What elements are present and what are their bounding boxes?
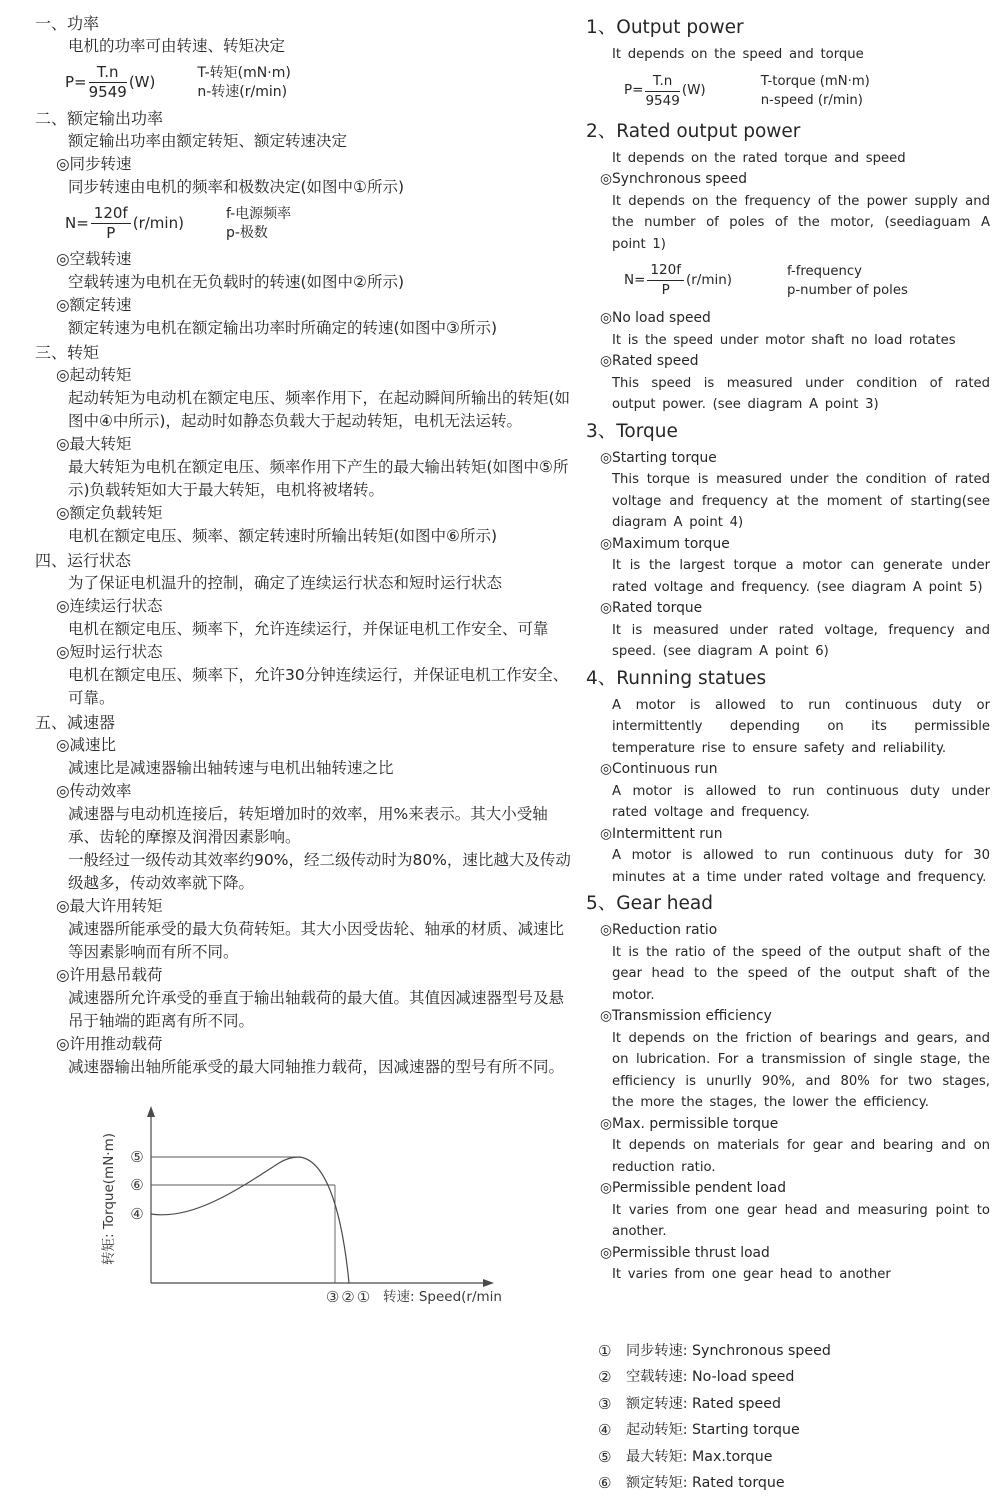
section-gear-head-zh: [35, 711, 577, 1079]
section-title: 四、运行状态: [35, 551, 132, 570]
legend-label: 额定转矩: Rated torque: [626, 1475, 785, 1491]
paragraph: It is the largest torque a motor can generate under rated voltage and frequency. (see diagram A point 5): [612, 558, 990, 595]
section-title: 三、转矩: [35, 343, 100, 362]
formula-unit: (r/min): [685, 271, 733, 288]
paragraph: 最大转矩为电机在额定电压、频率作用下产生的最大输出转矩(如图中⑤所示)负载转矩如大于最大转矩，电机将被堵转。: [68, 458, 569, 499]
paragraph: A motor is allowed to run continuous duty or intermittently depending on its permissible temperature rise to ensure safety and reliability.: [612, 697, 990, 756]
formula-denominator: 9549: [645, 92, 680, 109]
subheading: ◎Continuous run: [600, 761, 718, 777]
paragraph: 减速器所允许承受的垂直于输出轴载荷的最大值。其值因减速器型号及悬吊于轴端的距离有所不同。: [68, 989, 565, 1030]
legend-number: ②: [598, 1368, 612, 1386]
formula-note: p-number of poles: [787, 282, 908, 298]
formula-fraction: [647, 261, 684, 300]
paragraph: 电机在额定电压、频率下，允许连续运行，并保证电机工作安全、可靠: [68, 620, 549, 638]
paragraph: It is measured under rated voltage, frequency and speed. (see diagram A point 6): [612, 622, 990, 659]
subheading: ◎减速比: [56, 736, 117, 754]
y-marker-rated-torque: ⑥: [130, 1176, 144, 1194]
paragraph: A motor is allowed to run continuous duty for 30 minutes at a time under rated voltage and frequency.: [612, 848, 990, 885]
section-title: 5、Gear head: [586, 893, 713, 914]
section-title: 4、Running statues: [586, 667, 767, 689]
formula-lhs: N=: [624, 271, 646, 288]
subheading: ◎Maximum torque: [600, 535, 730, 552]
paragraph: 额定转速为电机在额定输出功率时所确定的转速(如图中③所示): [68, 319, 497, 337]
legend-number: ③: [598, 1394, 612, 1413]
section-running-statues-en: [586, 666, 990, 889]
subheading: ◎Permissible pendent load: [600, 1180, 786, 1196]
legend-label: 同步转速: Synchronous speed: [626, 1342, 831, 1359]
legend-item: [598, 1444, 990, 1471]
section-rated-output-power-zh: [35, 107, 577, 340]
formula-expression: [65, 63, 155, 102]
formula-unit: (r/min): [132, 214, 184, 232]
y-axis-label: 转矩: Torque(mN·m): [101, 1132, 117, 1266]
paragraph: 同步转速由电机的频率和极数决定(如图中①所示): [68, 178, 404, 196]
formula-sync-speed-en: [624, 261, 990, 300]
section-power-zh: [35, 12, 577, 102]
formula-lhs: P=: [65, 73, 87, 91]
paragraph: 减速器输出轴所能承受的最大同轴推力载荷，因减速器的型号有所不同。: [68, 1058, 565, 1076]
formula-sync-speed-zh: [65, 204, 577, 243]
paragraph: It depends on the rated torque and speed: [612, 150, 906, 166]
formula-expression: [65, 204, 184, 243]
subheading: ◎Synchronous speed: [600, 171, 748, 187]
subheading: ◎传动效率: [56, 782, 132, 800]
section-torque-zh: [35, 341, 577, 548]
paragraph: 一般经过一级传动其效率约90%，经二级传动时为80%，速比越大及传动级越多，传动效率就下降。: [68, 851, 571, 892]
legend-item: [598, 1391, 990, 1418]
paragraph: It varies from one gear head to another: [612, 1267, 891, 1282]
formula-output-power-zh: [65, 63, 577, 102]
section-torque-en: [586, 419, 990, 663]
english-column: [586, 12, 990, 1497]
formula-notes: [787, 262, 908, 300]
legend-label: 最大转矩: Max.torque: [626, 1448, 773, 1465]
section-running-states-zh: [35, 549, 577, 710]
formula-note: T-转矩(mN·m): [197, 64, 291, 81]
formula-unit: (W): [681, 82, 706, 99]
subheading: ◎空载转速: [56, 250, 132, 268]
paragraph: It is the ratio of the speed of the output shaft of the gear head to the speed of the output shaft of the motor.: [612, 944, 990, 1003]
formula-output-power-en: [624, 72, 990, 111]
section-title: 五、减速器: [35, 713, 116, 732]
x-axis-markers: ③②①: [325, 1288, 373, 1306]
legend-item: [598, 1470, 990, 1497]
paragraph: 减速器与电动机连接后，转矩增加时的效率，用%来表示。其大小受轴承、齿轮的摩擦及润滑因素影响。: [68, 805, 548, 846]
paragraph: It depends on the friction of bearings and gears, and on lubrication. For a transmission of single stage, the efficiency is unurlly 90%, and 80% for two stages, the more the stages, the lower the efficiency.: [612, 1030, 990, 1110]
subheading: ◎许用推动载荷: [56, 1035, 163, 1053]
formula-denominator: P: [106, 224, 116, 242]
paragraph: 空载转速为电机在无负载时的转速(如图中②所示): [68, 273, 404, 291]
legend-label: 起动转矩: Starting torque: [626, 1422, 800, 1438]
legend-number: ⑤: [598, 1447, 612, 1466]
paragraph: 电机在额定电压、频率下，允许30分钟连续运行，并保证电机工作安全、可靠。: [68, 666, 569, 707]
paragraph: It is the speed under motor shaft no load rotates: [612, 332, 956, 348]
formula-note: n-speed (r/min): [760, 93, 863, 108]
legend-label: 额定转速: Rated speed: [626, 1395, 781, 1412]
formula-note: f-电源频率: [225, 205, 292, 222]
torque-speed-chart-svg: [61, 1101, 501, 1315]
formula-notes: [226, 205, 291, 243]
formula-denominator: 9549: [88, 83, 127, 101]
paragraph: It depends on the speed and torque: [612, 47, 864, 62]
subheading: ◎Rated torque: [600, 600, 703, 616]
section-title: 3、Torque: [586, 420, 678, 442]
formula-fraction: [89, 63, 127, 102]
formula-denominator: P: [661, 282, 670, 298]
subheading: ◎No load speed: [600, 310, 711, 326]
paragraph: A motor is allowed to run continuous duty under rated voltage and frequency.: [612, 783, 990, 820]
formula-notes: [761, 72, 870, 110]
formula-note: p-极数: [225, 224, 268, 241]
formula-expression: [624, 261, 732, 300]
formula-numerator: T.n: [89, 63, 127, 83]
section-title: 一、功率: [35, 14, 100, 33]
formula-note: T-torque (mN·m): [760, 74, 870, 89]
section-title: 1、Output power: [586, 17, 744, 38]
section-rated-output-power-en: [586, 119, 990, 416]
subheading: ◎连续运行状态: [56, 597, 163, 615]
section-title: 2、Rated output power: [586, 120, 801, 142]
paragraph: 电机的功率可由转速、转矩决定: [68, 37, 286, 55]
subheading: ◎最大许用转矩: [56, 897, 163, 915]
diagram-legend: [598, 1338, 990, 1497]
y-marker-max-torque: ⑤: [130, 1148, 144, 1166]
subheading: ◎同步转速: [56, 155, 132, 173]
paragraph: 电机在额定电压、频率、额定转速时所输出转矩(如图中⑥所示): [68, 527, 497, 545]
section-title: 二、额定输出功率: [35, 109, 164, 128]
chinese-column: [35, 12, 577, 1322]
paragraph: 起动转矩为电动机在额定电压、频率作用下，在起动瞬间所输出的转矩(如图中④中所示)，起动时如静态负载大于起动转矩，电机无法运转。: [68, 389, 571, 430]
subheading: ◎额定转速: [56, 296, 132, 314]
subheading: ◎Reduction ratio: [600, 922, 718, 938]
formula-fraction: [645, 72, 679, 111]
formula-fraction: [91, 204, 131, 243]
formula-numerator: T.n: [645, 72, 679, 92]
formula-note: n-转速(r/min): [197, 83, 288, 100]
section-output-power-en: [586, 15, 990, 111]
x-axis-arrow-icon: [483, 1279, 494, 1287]
section-gear-head-en: [586, 891, 990, 1286]
y-axis-arrow-icon: [147, 1106, 155, 1117]
formula-numerator: 120f: [91, 204, 131, 224]
legend-item: [598, 1338, 990, 1365]
subheading: ◎许用悬吊载荷: [56, 966, 163, 984]
y-marker-starting-torque: ④: [130, 1205, 144, 1223]
legend-number: ①: [598, 1341, 612, 1360]
formula-note: f-frequency: [787, 263, 862, 279]
torque-speed-chart: [61, 1101, 577, 1322]
subheading: ◎额定负载转矩: [56, 504, 163, 522]
x-axis-label: 转速: Speed(r/min): [383, 1289, 501, 1305]
subheading: ◎起动转矩: [56, 366, 132, 384]
formula-lhs: P=: [624, 82, 644, 99]
formula-notes: [197, 64, 290, 102]
formula-expression: [624, 72, 706, 111]
subheading: ◎短时运行状态: [56, 643, 163, 661]
paragraph: This torque is measured under the condition of rated voltage and frequency at the moment of starting(see diagram A point 4): [612, 472, 990, 530]
subheading: ◎Permissible thrust load: [600, 1244, 770, 1261]
paragraph: This speed is measured under condition of rated output power. (see diagram A point 3): [612, 375, 990, 412]
paragraph: 额定输出功率由额定转矩、额定转速决定: [68, 132, 348, 150]
paragraph: 减速器所能承受的最大负荷转矩。其大小因受齿轮、轴承的材质、减速比等因素影响而有所不同。: [68, 920, 565, 961]
paragraph: It varies from one gear head and measuring point to another.: [612, 1202, 990, 1239]
legend-label: 空载转速: No-load speed: [626, 1369, 795, 1385]
subheading: ◎Intermittent run: [600, 825, 723, 842]
legend-number: ④: [598, 1421, 612, 1439]
paragraph: 为了保证电机温升的控制，确定了连续运行状态和短时运行状态: [68, 574, 503, 592]
subheading: ◎最大转矩: [56, 435, 132, 453]
paragraph: 减速比是减速器输出轴转速与电机出轴转速之比: [68, 759, 394, 777]
torque-speed-curve: [151, 1157, 349, 1283]
paragraph: It depends on materials for gear and bearing and on reduction ratio.: [612, 1138, 990, 1175]
subheading: ◎Starting torque: [600, 449, 717, 466]
legend-item: [598, 1417, 990, 1444]
subheading: ◎Transmission efficiency: [600, 1008, 772, 1024]
formula-numerator: 120f: [647, 261, 684, 281]
subheading: ◎Max. permissible torque: [600, 1115, 779, 1132]
paragraph: It depends on the frequency of the power supply and the number of poles of the motor, (seediaguam A point 1): [612, 193, 990, 252]
legend-number: ⑥: [598, 1474, 612, 1492]
legend-item: [598, 1364, 990, 1391]
subheading: ◎Rated speed: [600, 353, 699, 369]
formula-lhs: N=: [65, 214, 89, 232]
formula-unit: (W): [128, 73, 156, 91]
